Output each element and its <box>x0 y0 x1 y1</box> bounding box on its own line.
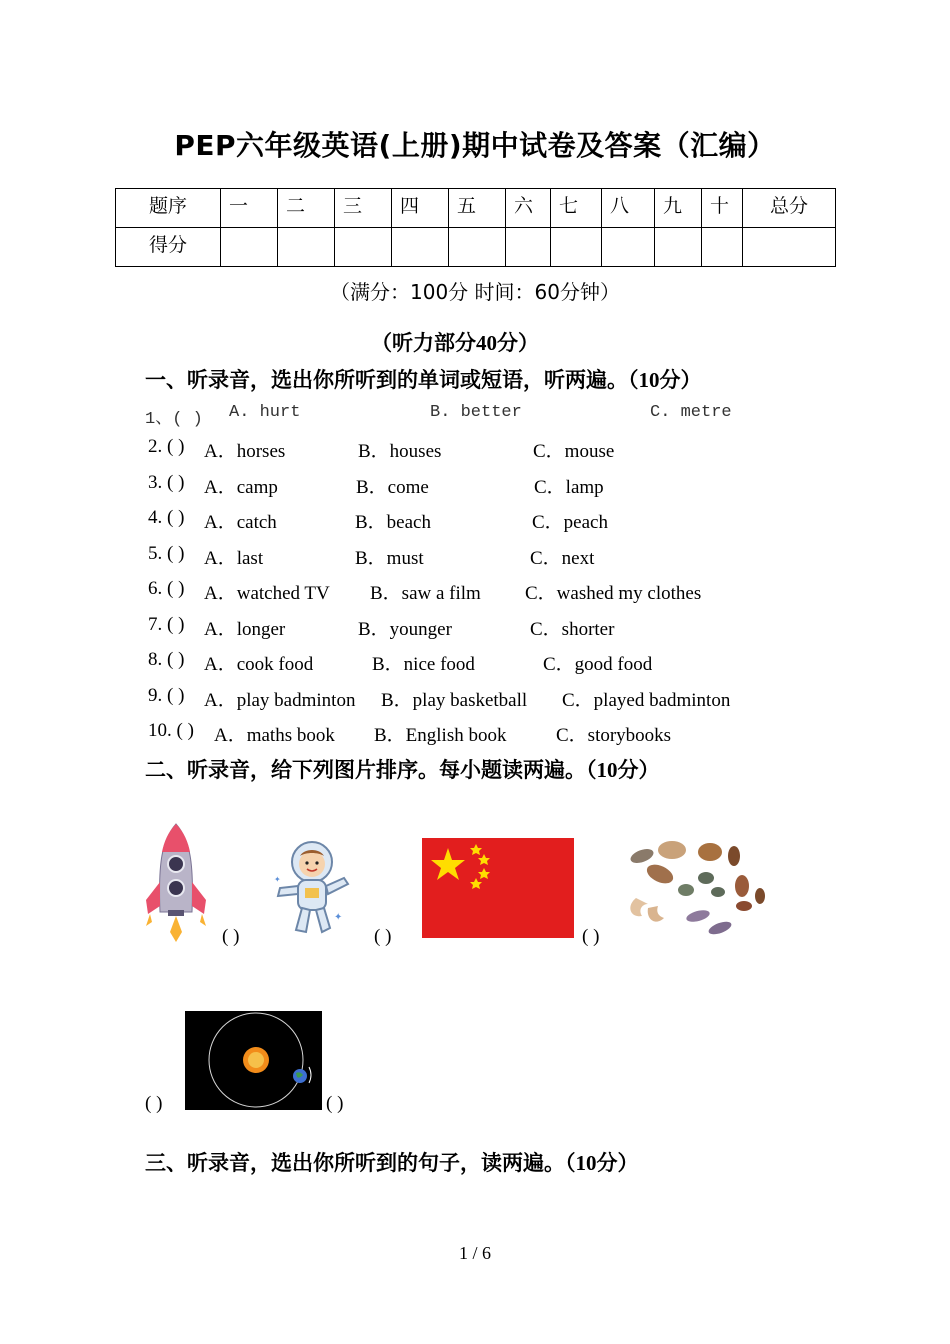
option-a[interactable]: A．horses <box>204 441 286 462</box>
table-cell: 得分 <box>116 228 221 267</box>
table-cell: 四 <box>392 189 449 228</box>
score-input-cell[interactable] <box>551 228 602 267</box>
option-a[interactable]: A．cook food <box>204 654 314 675</box>
option-b[interactable]: B．younger <box>358 619 452 640</box>
table-cell: 六 <box>506 189 551 228</box>
option-c[interactable]: C．next <box>530 548 595 569</box>
page-number: 1 / 6 <box>458 1243 491 1263</box>
option-a[interactable]: A．longer <box>204 619 286 640</box>
table-cell: 一 <box>221 189 278 228</box>
score-input-cell[interactable] <box>278 228 335 267</box>
astronaut-icon <box>272 838 354 938</box>
section2-title: 二、听录音，给下列图片排序。每小题读两遍。（10分） <box>145 758 660 782</box>
option-b[interactable]: B. better <box>430 403 522 422</box>
option-c[interactable]: C. metre <box>650 403 732 422</box>
answer-paren[interactable]: ( ) <box>145 1093 163 1114</box>
table-cell: 总分 <box>743 189 836 228</box>
score-input-cell[interactable] <box>449 228 506 267</box>
option-b[interactable]: B．come <box>356 477 429 498</box>
section3-title: 三、听录音，选出你所听到的句子，读两遍。（10分） <box>145 1151 639 1175</box>
nuts-seeds-icon <box>620 834 770 944</box>
listening-header: （听力部分40分） <box>371 331 539 355</box>
table-cell: 五 <box>449 189 506 228</box>
answer-paren[interactable]: ( ) <box>374 926 392 947</box>
option-a[interactable]: A．camp <box>204 477 278 498</box>
question-8-number: 8. ( ) <box>148 649 185 670</box>
question-10-number: 10. ( ) <box>148 720 194 741</box>
option-a[interactable]: A．play badminton <box>204 690 356 711</box>
question-1-number: 1、( ) <box>145 410 203 429</box>
score-table <box>115 188 836 267</box>
rocket-icon <box>140 822 212 944</box>
option-a[interactable]: A．watched TV <box>204 583 330 604</box>
table-cell: 三 <box>335 189 392 228</box>
question-4-number: 4. ( ) <box>148 507 185 528</box>
answer-paren[interactable]: ( ) <box>326 1093 344 1114</box>
option-a[interactable]: A．catch <box>204 512 277 533</box>
table-cell: 题序 <box>116 189 221 228</box>
option-b[interactable]: B．beach <box>355 512 431 533</box>
answer-paren[interactable]: ( ) <box>582 926 600 947</box>
option-c[interactable]: C．peach <box>532 512 608 533</box>
score-input-cell[interactable] <box>602 228 655 267</box>
table-cell: 八 <box>602 189 655 228</box>
option-c[interactable]: C．good food <box>543 654 653 675</box>
score-input-cell[interactable] <box>335 228 392 267</box>
score-input-cell[interactable] <box>655 228 702 267</box>
question-3-number: 3. ( ) <box>148 472 185 493</box>
option-c[interactable]: C．washed my clothes <box>525 583 702 604</box>
score-input-cell[interactable] <box>392 228 449 267</box>
option-c[interactable]: C．mouse <box>533 441 615 462</box>
table-cell: 七 <box>551 189 602 228</box>
svg-text:✦: ✦ <box>334 912 343 923</box>
option-c[interactable]: C．shorter <box>530 619 615 640</box>
score-input-cell[interactable] <box>506 228 551 267</box>
page-title: PEP六年级英语(上册)期中试卷及答案（汇编） <box>174 129 776 162</box>
table-cell: 十 <box>702 189 743 228</box>
table-cell: 二 <box>278 189 335 228</box>
china-flag-icon <box>418 834 578 942</box>
option-b[interactable]: B．nice food <box>372 654 475 675</box>
score-input-cell[interactable] <box>743 228 836 267</box>
option-b[interactable]: B．saw a film <box>370 583 481 604</box>
svg-text:✦: ✦ <box>274 875 281 884</box>
section1-title: 一、听录音，选出你所听到的单词或短语，听两遍。（10分） <box>145 368 702 392</box>
option-b[interactable]: B．English book <box>374 725 507 746</box>
score-table-score-row <box>116 228 836 267</box>
option-b[interactable]: B．must <box>355 548 424 569</box>
score-input-cell[interactable] <box>702 228 743 267</box>
solar-system-icon <box>185 1011 322 1110</box>
question-7-number: 7. ( ) <box>148 614 185 635</box>
table-cell: 九 <box>655 189 702 228</box>
answer-paren[interactable]: ( ) <box>222 926 240 947</box>
question-2-number: 2. ( ) <box>148 436 185 457</box>
option-c[interactable]: C．storybooks <box>556 725 672 746</box>
score-input-cell[interactable] <box>221 228 278 267</box>
option-b[interactable]: B．play basketball <box>381 690 528 711</box>
option-c[interactable]: C．lamp <box>534 477 604 498</box>
question-6-number: 6. ( ) <box>148 578 185 599</box>
question-5-number: 5. ( ) <box>148 543 185 564</box>
option-c[interactable]: C．played badminton <box>562 690 731 711</box>
option-a[interactable]: A．maths book <box>214 725 335 746</box>
full-marks-note: （满分：100分 时间：60分钟） <box>330 280 620 304</box>
question-9-number: 9. ( ) <box>148 685 185 706</box>
option-b[interactable]: B．houses <box>358 441 442 462</box>
score-table-header-row <box>116 189 836 228</box>
option-a[interactable]: A. hurt <box>229 403 301 422</box>
option-a[interactable]: A．last <box>204 548 264 569</box>
